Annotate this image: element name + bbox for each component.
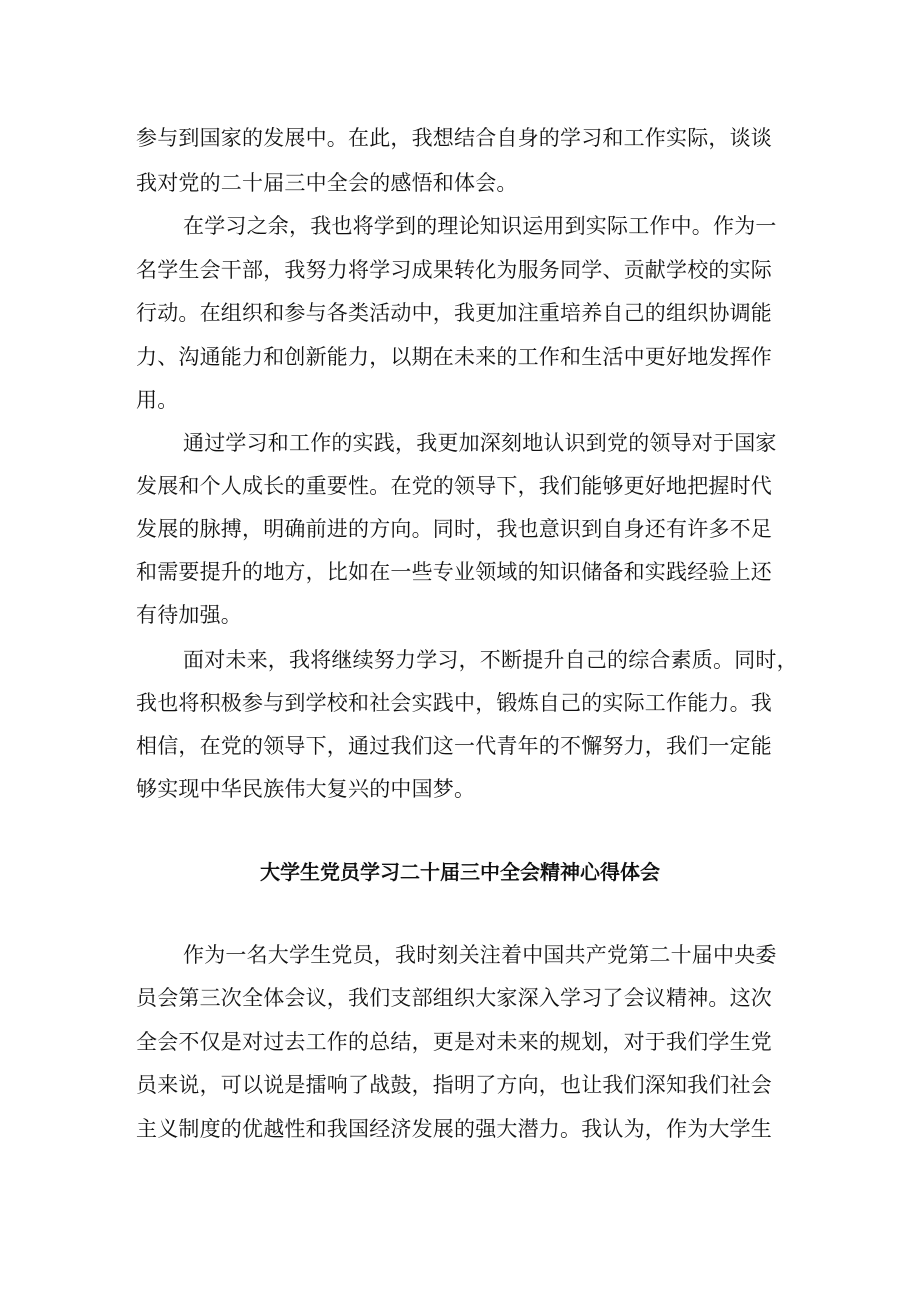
paragraph-line: 在学习之余，我也将学到的理论知识运用到实际工作中。作为一 [183,214,777,238]
paragraph-line: 通过学习和工作的实践，我更加深刻地认识到党的领导对于国家 [183,431,777,455]
paragraph-line: 力、沟通能力和创新能力，以期在未来的工作和生活中更好地发挥作 [136,345,772,369]
paragraph-line: 发展和个人成长的重要性。在党的领导下，我们能够更好地把握时代 [136,474,772,498]
paragraph-line: 主义制度的优越性和我国经济发展的强大潜力。我认为，作为大学生 [136,1117,772,1141]
paragraph-line: 全会不仅是对过去工作的总结，更是对未来的规划，对于我们学生党 [136,1030,772,1054]
paragraph-line: 名学生会干部，我努力将学习成果转化为服务同学、贡献学校的实际 [136,258,772,282]
paragraph-line: 员会第三次全体会议，我们支部组织大家深入学习了会议精神。这次 [136,986,772,1010]
section-title: 大学生党员学习二十届三中全会精神心得体会 [260,860,660,884]
paragraph-line: 我对党的二十届三中全会的感悟和体会。 [136,171,518,195]
paragraph-line: 有待加强。 [136,603,242,627]
paragraph-line: 员来说，可以说是擂响了战鼓，指明了方向，也让我们深知我们社会 [136,1073,772,1097]
paragraph-line: 面对未来，我将继续努力学习，不断提升自己的综合素质。同时， [183,648,798,672]
paragraph-line: 参与到国家的发展中。在此，我想结合自身的学习和工作实际，谈谈 [136,126,772,150]
paragraph-line: 发展的脉搏，明确前进的方向。同时，我也意识到自身还有许多不足 [136,517,772,541]
paragraph-line: 我也将积极参与到学校和社会实践中，锻炼自己的实际工作能力。我 [136,691,772,715]
paragraph-line: 够实现中华民族伟大复兴的中国梦。 [136,777,476,801]
paragraph-line: 行动。在组织和参与各类活动中，我更加注重培养自己的组织协调能 [136,301,772,325]
paragraph-line: 用。 [136,388,179,412]
paragraph-line: 相信，在党的领导下，通过我们这一代青年的不懈努力，我们一定能 [136,734,772,758]
paragraph-line: 作为一名大学生党员，我时刻关注着中国共产党第二十届中央委 [183,943,777,967]
paragraph-line: 和需要提升的地方，比如在一些专业领域的知识储备和实践经验上还 [136,560,772,584]
